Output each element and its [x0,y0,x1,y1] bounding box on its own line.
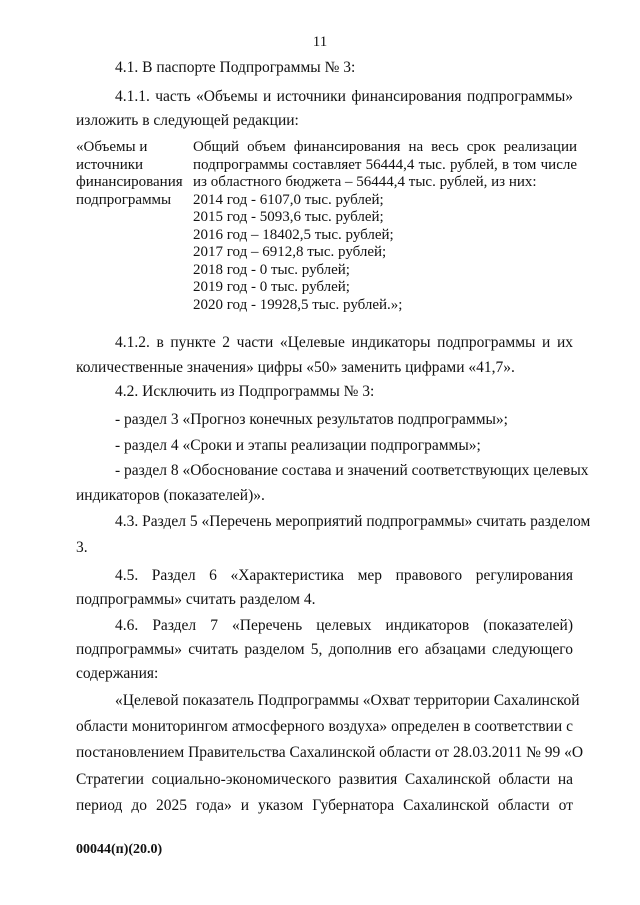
funding-year-line: 2018 год - 0 тыс. рублей; [193,261,350,278]
funding-year-line: 2016 год – 18402,5 тыс. рублей; [193,226,394,243]
funding-year-line: 2014 год - 6107,0 тыс. рублей; [193,191,384,208]
section-4-1-1-line1: 4.1.1. часть «Объемы и источники финансирования подпрограммы» [115,88,573,105]
table-label-line: источники [76,156,144,173]
funding-intro-line: Общий объем финансирования на весь срок реализации [193,139,577,155]
table-label-column [76,139,188,209]
funding-year-line: 2019 год - 0 тыс. рублей; [193,279,350,295]
quote-line1: «Целевой показатель Подпрограммы «Охват территории Сахалинской [115,692,580,709]
funding-year-line: 2017 год – 6912,8 тыс. рублей; [193,244,387,260]
quote-line4: Стратегии социально-экономического развития Сахалинской области на [76,771,573,788]
funding-intro-line: подпрограммы составляет 56444,4 тыс. рублей, в том числе [193,156,577,173]
section-4-6-line2: подпрограммы» считать разделом 5, дополнив его абзацами следующего [76,641,573,658]
section-4-6-line1: 4.6. Раздел 7 «Перечень целевых индикаторов (показателей) [115,617,573,634]
footer-document-code: 00044(п)(20.0) [76,842,163,857]
section-4-2-item-cont: индикаторов (показателей)». [76,487,265,504]
page-number: 11 [312,34,328,50]
funding-year-line: 2015 год - 5093,6 тыс. рублей; [193,209,384,225]
section-4-2-heading: 4.2. Исключить из Подпрограммы № 3: [115,383,375,400]
section-4-5-line1: 4.5. Раздел 6 «Характеристика мер правового регулирования [115,567,573,584]
section-4-5-line2: подпрограммы» считать разделом 4. [76,591,316,608]
table-label-line: «Объемы и [76,139,148,155]
funding-year-line: 2020 год - 19928,5 тыс. рублей.»; [193,296,403,313]
section-4-2-item: - раздел 3 «Прогноз конечных результатов подпрограммы»; [115,411,508,428]
table-label-line: подпрограммы [76,191,172,208]
section-4-1-2-line2: количественные значения» цифры «50» заменить цифрами «41,7». [76,359,515,376]
table-value-column [193,139,577,314]
section-4-1-1-line2: изложить в следующей редакции: [76,112,299,129]
section-4-2-item: - раздел 4 «Сроки и этапы реализации подпрограммы»; [115,437,481,454]
funding-intro-line: из областного бюджета – 56444,4 тыс. рублей, из них: [193,174,537,190]
quote-line5: период до 2025 года» и указом Губернатора Сахалинской области от [76,797,573,814]
quote-line2: области мониторингом атмосферного воздуха» определен в соответствии с [76,718,573,735]
section-4-3-line2: 3. [76,539,88,556]
table-label-line: финансирования [76,174,183,190]
section-4-3-line1: 4.3. Раздел 5 «Перечень мероприятий подпрограммы» считать разделом [115,513,591,530]
section-4-1-2-line1: 4.1.2. в пункте 2 части «Целевые индикаторы подпрограммы и их [115,334,573,351]
section-4-6-line3: содержания: [76,665,159,682]
section-4-2-item: - раздел 8 «Обоснование состава и значений соответствующих целевых [115,462,589,479]
section-4-1: 4.1. В паспорте Подпрограммы № 3: [115,59,356,76]
quote-line3: постановлением Правительства Сахалинской области от 28.03.2011 № 99 «О [76,744,584,761]
